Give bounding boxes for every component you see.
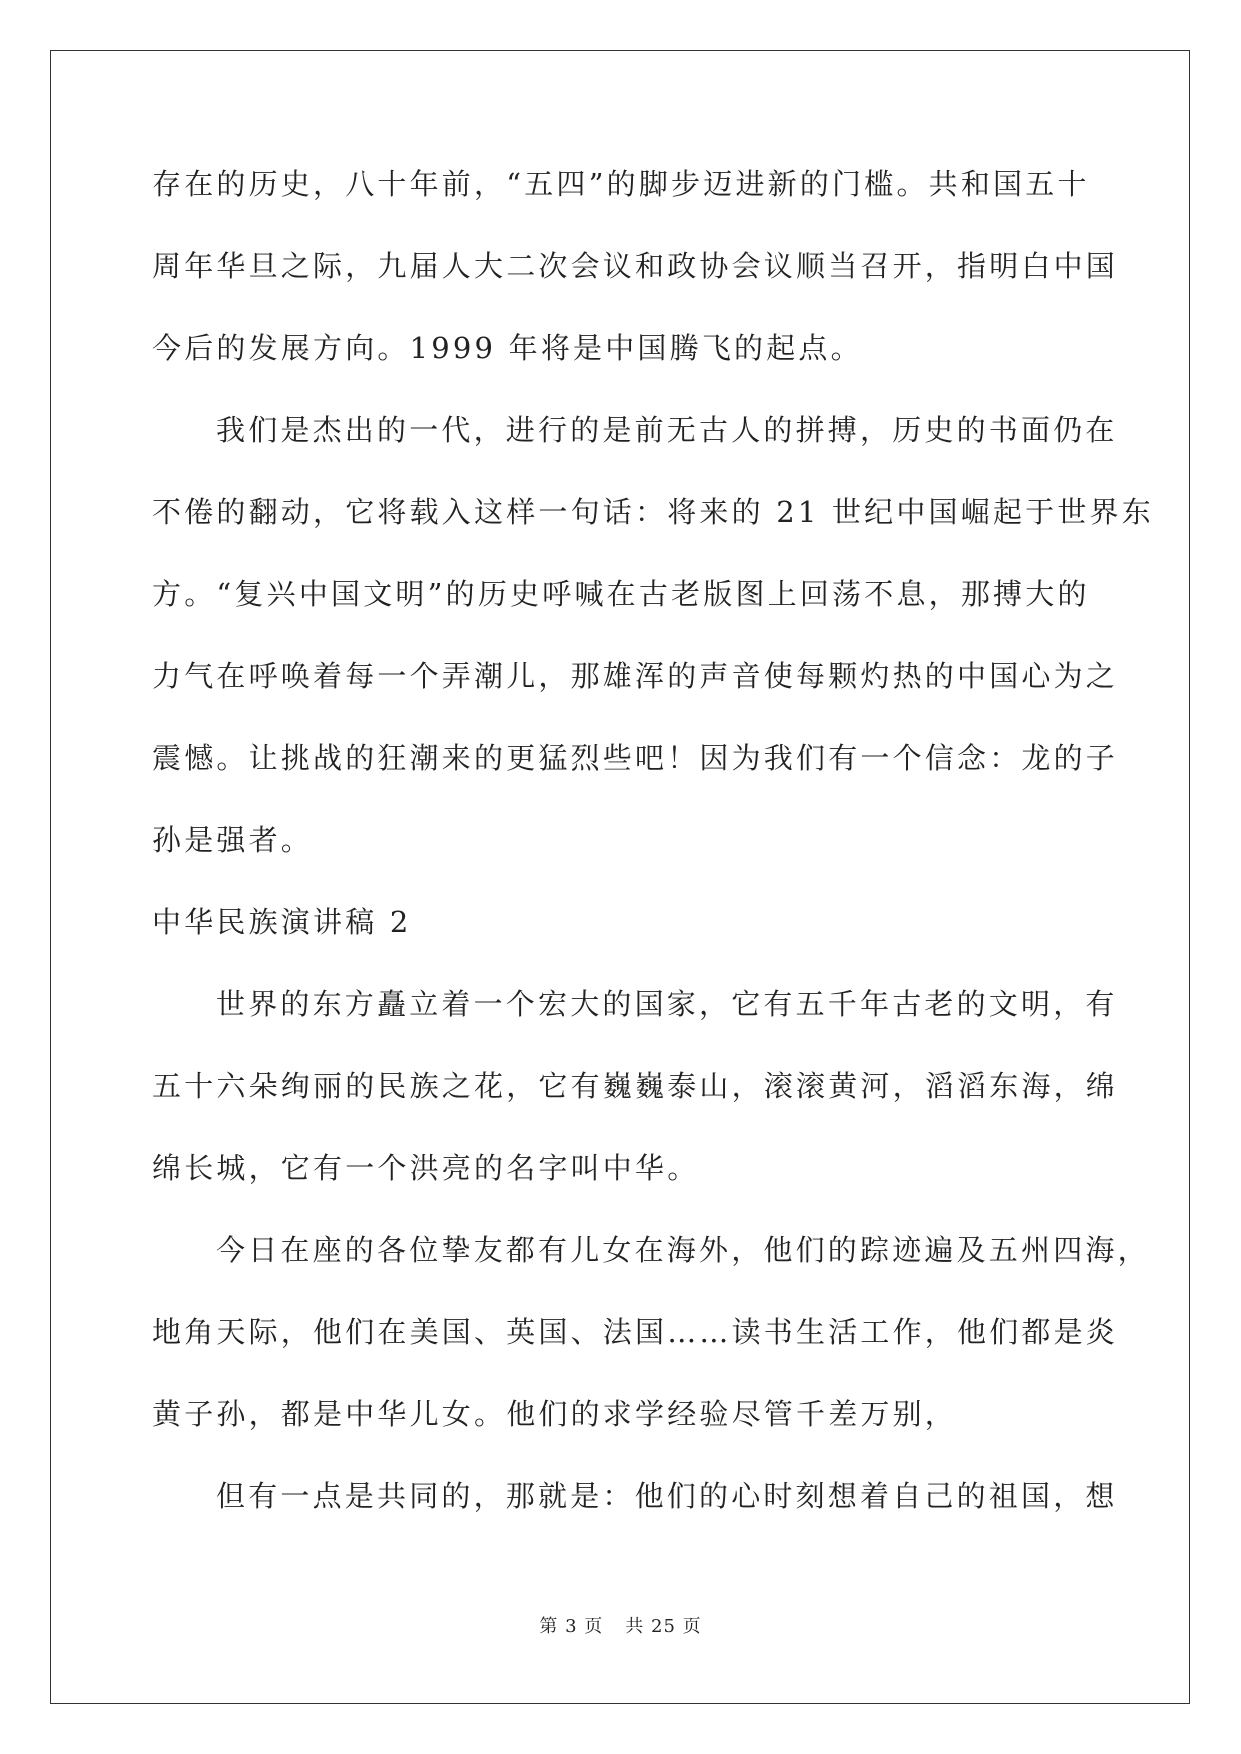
text-line: 黄子孙，都是中华儿女。他们的求学经验尽管千差万别， (152, 1397, 958, 1431)
text-line: 力气在呼唤着每一个弄潮儿，那雄浑的声音使每颗灼热的中国心为之 (152, 659, 1119, 693)
document-body (152, 160, 1154, 1554)
paragraph-first-line: 今日在座的各位挚友都有儿女在海外，他们的踪迹遍及五州四海， (216, 1233, 1150, 1267)
paragraph-first-line: 世界的东方矗立着一个宏大的国家，它有五千年古老的文明，有 (216, 987, 1118, 1021)
text-line: 五十六朵绚丽的民族之花，它有巍巍泰山，滚滚黄河，滔滔东海，绵 (152, 1069, 1119, 1103)
text-line: 今后的发展方向。1999 年将是中国腾飞的起点。 (152, 331, 863, 365)
page-number: 第 3 页 (539, 1616, 604, 1637)
text-line: 方。“复兴中国文明”的历史呼喊在古老版图上回荡不息，那搏大的 (152, 577, 1090, 611)
page-total: 共 25 页 (625, 1616, 702, 1637)
paragraph-first-line: 我们是杰出的一代，进行的是前无古人的拼搏，历史的书面仍在 (216, 413, 1118, 447)
text-line: 不倦的翻动，它将载入这样一句话：将来的 21 世纪中国崛起于世界东 (152, 495, 1154, 529)
text-line: 绵长城，它有一个洪亮的名字叫中华。 (152, 1151, 700, 1185)
text-line: 孙是强者。 (152, 823, 314, 857)
page-footer (0, 1612, 1241, 1638)
text-line: 存在的历史，八十年前，“五四”的脚步迈进新的门槛。共和国五十 (152, 167, 1090, 201)
text-line: 震憾。让挑战的狂潮来的更猛烈些吧！因为我们有一个信念：龙的子 (152, 741, 1119, 775)
section-heading: 中华民族演讲稿 2 (152, 905, 412, 939)
text-line: 周年华旦之际，九届人大二次会议和政协会议顺当召开，指明白中国 (152, 249, 1119, 283)
paragraph-first-line: 但有一点是共同的，那就是：他们的心时刻想着自己的祖国，想 (216, 1479, 1118, 1513)
text-line: 地角天际，他们在美国、英国、法国……读书生活工作，他们都是炎 (152, 1315, 1119, 1349)
